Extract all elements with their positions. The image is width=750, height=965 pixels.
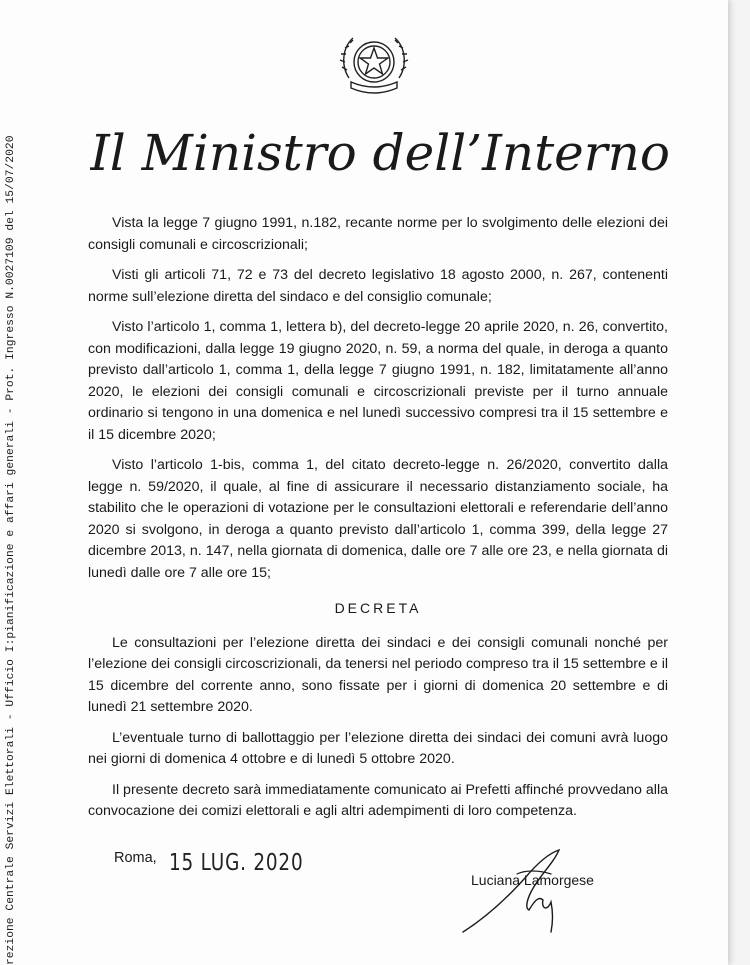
decree-paragraph: Il presente decreto sarà immediatamente comunicato ai Prefetti affinché provvedano alla convocazione dei comizi elettorali e agli altri adempimenti di loro competenza.: [88, 781, 668, 819]
date-stamp: 15 LUG. 2020: [169, 850, 304, 876]
place-label: Roma,: [114, 850, 157, 866]
decree-paragraph: L’eventuale turno di ballottaggio per l’elezione diretta dei sindaci dei comuni avrà luogo nei giorni di domenica 4 ottobre e di lunedì 5 ottobre 2020.: [88, 729, 668, 767]
italian-republic-emblem-icon: [339, 26, 409, 98]
svg-text:Il Ministro dell’Interno: Il Ministro dell’Interno: [90, 124, 670, 182]
preamble-paragraph: Visti gli articoli 71, 72 e 73 del decreto legislativo 18 agosto 2000, n. 267, contenenti norme sull’elezione diretta del sindaco e del consiglio comunale;: [88, 267, 668, 305]
decree-body: [88, 213, 668, 832]
preamble-paragraph: Visto l’articolo 1-bis, comma 1, del citato decreto-legge n. 26/2020, convertito dalla legge n. 59/2020, il quale, al fine di assicurare il necessario distanziamento sociale, ha stabilito che le operazioni di votazione per le consultazioni elettorali e referendarie dell’anno 2020 si svolgono, in deroga a quanto previsto dall’articolo 1, comma 399, della legge 27 dicembre 2013, n. 147, nella giornata di domenica, dalle ore 7 alle ore 23, e nella giornata di lunedì dalle ore 7 alle ore 15;: [88, 457, 668, 581]
preamble-paragraph: Visto l’articolo 1, comma 1, lettera b), del decreto-legge 20 aprile 2020, n. 26, convertito, con modificazioni, dalla legge 19 giugno 2020, n. 59, a norma del quale, in deroga a quanto previsto dall’articolo 1, comma 1, della legge 7 giugno 1991, n. 182, limitatamente all’anno 2020, le elezioni dei consigli comunali e circoscrizionali previste per il turno annuale ordinario si tengono in una domenica e nel lunedì successivo compresi tra il 15 settembre e il 15 dicembre 2020;: [88, 319, 668, 443]
handwritten-signature: [455, 840, 585, 940]
decreta-heading: DECRETA: [334, 600, 422, 616]
decree-paragraph: Le consultazioni per l’elezione diretta dei sindaci e dei consigli comunali nonché per l’elezione dei consigli circoscrizionali, da tenersi nel periodo compreso tra il 15 settembre e il 15 dicembre del corrente anno, sono fissate per i giorni di domenica 20 settembre e di lunedì 21 settembre 2020.: [88, 634, 668, 715]
protocol-stamp: rezione Centrale Servizi Elettorali - Ufficio I:pianificazione e affari generali - Prot. Ingresso N.0027109 del 15/07/2020: [5, 135, 17, 965]
signer-name: Luciana Lamorgese: [471, 872, 594, 888]
minister-heading: [90, 112, 670, 192]
preamble-paragraph: Vista la legge 7 giugno 1991, n.182, recante norme per lo svolgimento delle elezioni dei consigli comunali e circoscrizionali;: [88, 215, 668, 253]
